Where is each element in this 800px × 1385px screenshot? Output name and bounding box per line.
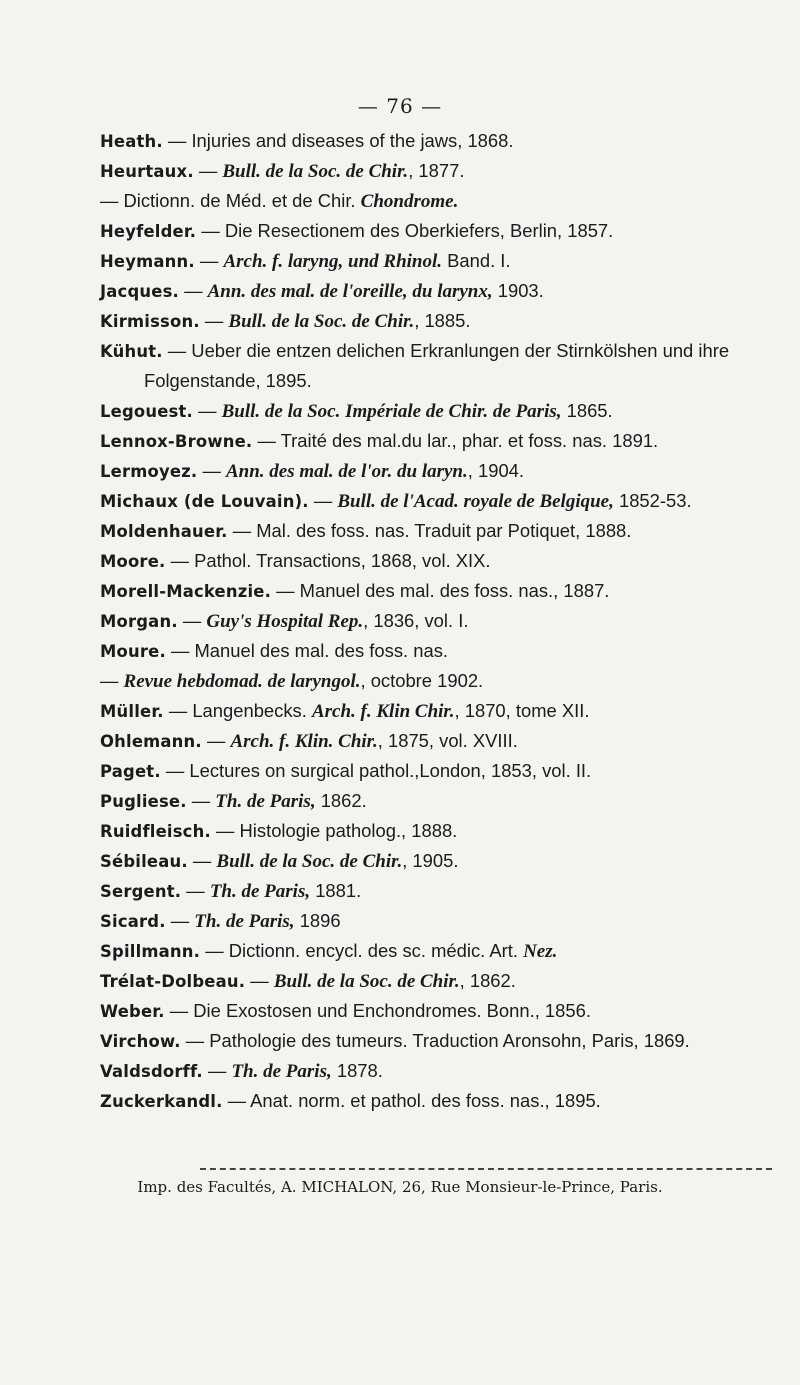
entry-reference: — — [181, 880, 210, 901]
entry-title-italic: Bull. de la Soc. de Chir. — [222, 161, 409, 182]
entry-title-italic: Bull. de l'Acad. royale de Belgique, — [337, 491, 614, 512]
entry-reference: — — [165, 910, 195, 931]
bibliography-entry — [100, 336, 780, 396]
entry-reference: 1862. — [315, 790, 367, 811]
entry-reference: — Histologie patholog., 1888. — [210, 820, 458, 841]
entry-reference: — — [201, 730, 231, 751]
entry-reference: — Injuries and diseases of the jaws, 1868. — [162, 130, 514, 151]
entry-author: Lennox-Browne. — [100, 432, 253, 451]
entry-title-italic: Ann. des mal. de l'or. du laryn. — [225, 461, 468, 482]
entry-reference: — — [187, 850, 217, 871]
entry-author: Ruidfleisch. — [100, 822, 211, 841]
bibliography-entry — [100, 846, 780, 876]
entry-author: Heymann. — [100, 252, 195, 271]
entry-title-italic: Th. de Paris, — [194, 911, 295, 932]
bibliography-entry — [100, 576, 780, 606]
footer-rule — [200, 1168, 772, 1170]
entry-reference: — Pathologie des tumeurs. Traduction Aronsohn, Paris, 1869. — [180, 1030, 690, 1051]
entry-title-italic: Th. de Paris, — [215, 791, 316, 812]
bibliography-entry — [100, 1056, 780, 1086]
entry-reference: — — [192, 400, 222, 421]
entry-reference: — Dictionn. encycl. des sc. médic. Art. — [200, 940, 524, 961]
page-number: — 76 — — [357, 94, 443, 118]
entry-reference: , 1885. — [414, 310, 471, 331]
entry-reference: — — [194, 250, 224, 271]
bibliography-entry — [100, 606, 780, 636]
entry-author: Lermoyez. — [100, 462, 198, 481]
bibliography-entry — [100, 276, 780, 306]
bibliography-entry — [100, 486, 780, 516]
entry-reference: — Die Exostosen und Enchondromes. Bonn., 1856. — [164, 1000, 591, 1021]
entry-reference: , octobre 1902. — [360, 670, 484, 691]
entry-reference: — — [308, 490, 338, 511]
entry-author: Zuckerkandl. — [100, 1092, 223, 1111]
bibliography-entry — [100, 996, 780, 1026]
entry-title-italic: Revue hebdomad. de laryngol. — [123, 671, 361, 692]
entry-author: Heurtaux. — [100, 162, 194, 181]
entry-author: Müller. — [100, 702, 164, 721]
entry-reference: 1896 — [294, 910, 341, 931]
entry-reference: Band. I. — [442, 250, 511, 271]
entry-author: Spillmann. — [100, 942, 201, 961]
entry-reference: — Lectures on surgical pathol.,London, 1853, vol. II. — [160, 760, 592, 781]
bibliography-entry — [100, 516, 780, 546]
entry-reference: — Manuel des mal. des foss. nas., 1887. — [271, 580, 610, 601]
bibliography-entry — [100, 696, 780, 726]
entry-author: Pugliese. — [100, 792, 187, 811]
entry-author: Morgan. — [100, 612, 178, 631]
entry-reference: — Pathol. Transactions, 1868, vol. XIX. — [165, 550, 491, 571]
entry-author: Valdsdorff. — [100, 1062, 203, 1081]
entry-title-italic: Th. de Paris, — [209, 881, 311, 902]
entry-author: Sergent. — [100, 882, 182, 901]
entry-author: Trélat-Dolbeau. — [100, 972, 246, 991]
entry-reference: , 1836, vol. I. — [363, 610, 469, 631]
entry-title-italic: Nez. — [523, 941, 558, 962]
entry-reference: — — [193, 160, 223, 181]
bibliography-entry — [100, 426, 780, 456]
bibliography-entry — [100, 396, 780, 426]
bibliography-entry — [100, 726, 780, 756]
entry-author: Legouest. — [100, 402, 193, 421]
entry-title-italic: Ann. des mal. de l'oreille, du larynx, — [207, 281, 493, 302]
entry-reference: — Dictionn. de Méd. et de Chir. — [100, 190, 361, 211]
entry-title-italic: Arch. f. Klin. Chir. — [230, 731, 378, 752]
entry-reference: 1878. — [331, 1060, 383, 1081]
bibliography-entry — [100, 636, 780, 666]
entry-title-italic: Bull. de la Soc. Impériale de Chir. de Paris, — [221, 401, 562, 422]
bibliography-entry — [100, 1086, 780, 1116]
bibliography-entry — [100, 906, 780, 936]
entry-reference: , 1870, tome XII. — [454, 700, 590, 721]
entry-reference: — Langenbecks. — [163, 700, 312, 721]
entry-title-italic: Arch. f. laryng, und Rhinol. — [223, 251, 443, 272]
entry-reference: 1865. — [561, 400, 613, 421]
entry-reference: , 1905. — [402, 850, 459, 871]
entry-author: Sicard. — [100, 912, 166, 931]
entry-author: Ohlemann. — [100, 732, 202, 751]
bibliography-entry — [100, 936, 780, 966]
entry-reference: — — [202, 1060, 232, 1081]
entry-reference: , 1877. — [408, 160, 465, 181]
bibliography-entry — [100, 966, 780, 996]
bibliography-entry — [100, 786, 780, 816]
entry-reference: — Traité des mal.du lar., phar. et foss. nas. 1891. — [252, 430, 659, 451]
entry-reference: — — [100, 670, 124, 691]
entry-title-italic: Bull. de la Soc. de Chir. — [216, 851, 403, 872]
entry-reference: — — [199, 310, 229, 331]
entry-reference: — Die Resectionem des Oberkiefers, Berlin, 1857. — [196, 220, 614, 241]
entry-author: Heyfelder. — [100, 222, 197, 241]
entry-reference: — — [178, 280, 208, 301]
entry-author: Morell-Mackenzie. — [100, 582, 272, 601]
entry-reference: — — [177, 610, 207, 631]
entry-author: Moure. — [100, 642, 166, 661]
entry-reference: 1852-53. — [613, 490, 692, 511]
entry-author: Kirmisson. — [100, 312, 200, 331]
entry-reference: — — [245, 970, 274, 991]
bibliography-entry — [100, 1026, 780, 1056]
entry-reference: , 1904. — [467, 460, 525, 481]
entry-author: Weber. — [100, 1002, 165, 1021]
entry-author: Moldenhauer. — [100, 522, 228, 541]
bibliography-entry — [100, 876, 780, 906]
entry-reference: , 1862. — [459, 970, 516, 991]
entry-title-italic: Th. de Paris, — [231, 1061, 332, 1082]
bibliography-entry — [100, 546, 780, 576]
entry-title-italic: Chondrome. — [360, 191, 459, 212]
entry-author: Paget. — [100, 762, 161, 781]
entry-title-italic: Guy's Hospital Rep. — [206, 611, 364, 632]
entry-title-italic: Bull. de la Soc. de Chir. — [228, 311, 415, 332]
entry-author: Heath. — [100, 132, 163, 151]
entry-author: Kühut. — [100, 342, 163, 361]
entry-reference: — Anat. norm. et pathol. des foss. nas., 1895. — [222, 1090, 601, 1111]
entry-author: Sébileau. — [100, 852, 188, 871]
entry-reference: — Manuel des mal. des foss. nas. — [165, 640, 448, 661]
entry-reference: — — [186, 790, 216, 811]
bibliography-entry — [100, 156, 780, 186]
bibliography-entry — [100, 126, 780, 156]
bibliography-entry — [100, 186, 780, 216]
entry-title-italic: Bull. de la Soc. de Chir. — [273, 971, 460, 992]
bibliography-list — [100, 126, 780, 1116]
bibliography-entry — [100, 816, 780, 846]
entry-reference: 1881. — [310, 880, 362, 901]
entry-author: Jacques. — [100, 282, 179, 301]
entry-reference: — Ueber die entzen delichen Erkranlungen der Stirnkölshen und ihre Folgenstande, 1895. — [144, 340, 730, 391]
imprint-line: Imp. des Facultés, A. MICHALON, 26, Rue Monsieur-le-Prince, Paris. — [137, 1178, 663, 1196]
bibliography-entry — [100, 666, 780, 696]
entry-reference: — — [197, 460, 226, 481]
entry-reference: 1903. — [492, 280, 544, 301]
bibliography-entry — [100, 246, 780, 276]
entry-author: Virchow. — [100, 1032, 181, 1051]
entry-author: Michaux (de Louvain). — [100, 492, 309, 511]
bibliography-entry — [100, 306, 780, 336]
entry-author: Moore. — [100, 552, 166, 571]
bibliography-entry — [100, 216, 780, 246]
entry-reference: , 1875, vol. XVIII. — [377, 730, 518, 751]
bibliography-entry — [100, 756, 780, 786]
entry-reference: — Mal. des foss. nas. Traduit par Potiquet, 1888. — [227, 520, 632, 541]
bibliography-entry — [100, 456, 780, 486]
entry-title-italic: Arch. f. Klin Chir. — [311, 701, 455, 722]
